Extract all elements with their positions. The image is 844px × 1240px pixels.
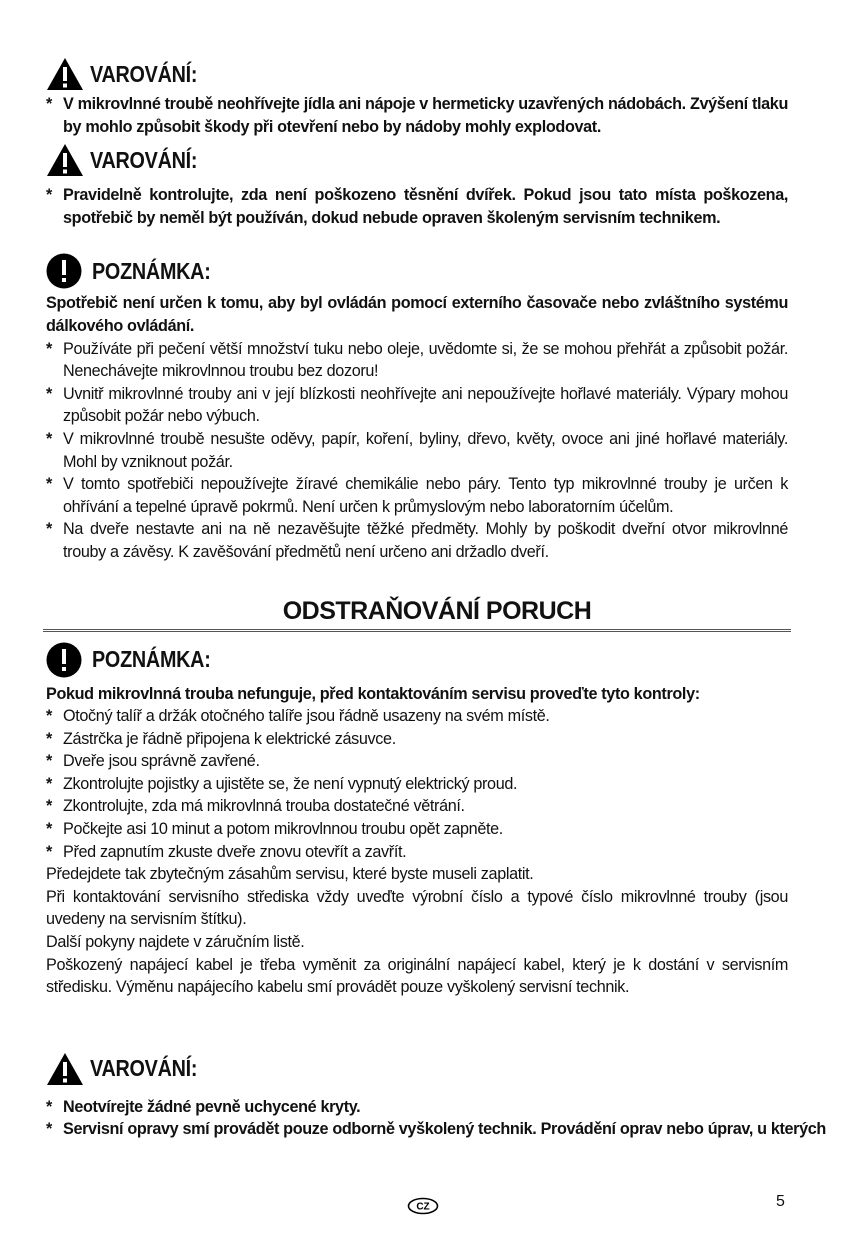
checklist xyxy=(46,705,788,863)
paragraph: Při kontaktování servisního střediska vždy uveďte výrobní číslo a typové číslo mikrovlnné trouby (jsou uvedeny na servisním štítku). xyxy=(46,887,788,929)
paragraph: Předejdete tak zbytečným zásahům servisu, které byste museli zaplatit. xyxy=(46,865,534,884)
bullet-marker: * xyxy=(46,707,52,726)
list-item: * Zkontrolujte, zda má mikrovlnná trouba dostatečné větrání. xyxy=(46,795,788,818)
warning-heading xyxy=(46,1051,788,1087)
bullet-marker: * xyxy=(46,1120,52,1139)
note-intro: Pokud mikrovlnná trouba nefunguje, před kontaktováním servisu proveďte tyto kontroly: xyxy=(46,684,700,703)
note-intro: Spotřebič není určen k tomu, aby byl ovládán pomocí externího časovače nebo zvláštního systému dálkového ovládání. xyxy=(46,294,788,335)
note-title: POZNÁMKA: xyxy=(92,257,211,284)
language-badge-label: CZ xyxy=(416,1201,430,1213)
list-item: * Dveře jsou správně zavřené. xyxy=(46,750,788,773)
exclamation-circle-icon xyxy=(46,253,82,289)
paragraph: Další pokyny najdete v záručním listě. xyxy=(46,933,305,952)
list-item: * V mikrovlnné troubě nesušte oděvy, papír, koření, byliny, dřevo, květy, ovoce ani jiné hořlavé materiály. Mohl by vzniknout požár. xyxy=(46,429,788,471)
bullet-marker: * xyxy=(46,729,52,748)
warning-list xyxy=(46,1096,826,1141)
warning-title: VAROVÁNÍ: xyxy=(90,146,198,173)
note-heading xyxy=(46,642,788,678)
bullet-marker: * xyxy=(46,774,52,793)
list-item: * Otočný talíř a držák otočného talíře jsou řádně usazeny na svém místě. xyxy=(46,705,788,728)
language-badge xyxy=(407,1197,439,1215)
page-number: 5 xyxy=(776,1193,785,1210)
bullet-marker: * xyxy=(46,1097,52,1116)
bullet-marker: * xyxy=(46,384,52,403)
bullet-marker: * xyxy=(46,186,52,205)
warning-heading xyxy=(46,56,788,92)
warning-triangle-icon xyxy=(46,143,84,177)
note-title: POZNÁMKA: xyxy=(92,646,211,672)
bullet-marker: * xyxy=(46,475,52,494)
section-title: ODSTRAŇOVÁNÍ PORUCH xyxy=(282,596,592,625)
list-item: * Před zapnutím zkuste dveře znovu otevřít a zavřít. xyxy=(46,841,788,864)
list-item: * Zkontrolujte pojistky a ujistěte se, že není vypnutý elektrický proud. xyxy=(46,773,788,796)
list-item: * Zástrčka je řádně připojena k elektrické zásuvce. xyxy=(46,728,788,751)
warning-triangle-icon xyxy=(46,1052,84,1086)
exclamation-circle-icon xyxy=(46,642,82,678)
warning-list xyxy=(46,93,788,138)
section-divider xyxy=(43,629,791,632)
warning-heading xyxy=(46,142,788,178)
note-list xyxy=(46,338,788,564)
warning-triangle-icon xyxy=(46,57,84,91)
bullet-marker: * xyxy=(46,820,52,839)
paragraph: Poškozený napájecí kabel je třeba vyměnit za originální napájecí kabel, který je k dostání v servisním středisku. Výměnu napájecího kabelu smí provádět pouze vyškolený servisní technik. xyxy=(46,955,788,997)
list-item: * V mikrovlnné troubě neohřívejte jídla ani nápoje v hermeticky uzavřených nádobách. Zvýšení tlaku by mohlo způsobit škody při otevření nebo by nádoby mohly explodovat. xyxy=(46,95,788,136)
note-heading xyxy=(46,253,788,289)
list-item: * Servisní opravy smí provádět pouze odborně vyškolený technik. Provádění oprav nebo úprav, u kterých xyxy=(46,1118,788,1141)
list-item: * V tomto spotřebiči nepoužívejte žíravé chemikálie nebo páry. Tento typ mikrovlnné trouby je určen k ohřívání a tepelné úpravě pokrmů. Není určen k průmyslovým nebo laboratorním účelům. xyxy=(46,475,788,516)
page-content xyxy=(46,56,826,1141)
list-item: * Neotvírejte žádné pevně uchycené kryty. xyxy=(46,1096,788,1119)
bullet-marker: * xyxy=(46,429,52,448)
bullet-marker: * xyxy=(46,520,52,539)
list-item: * Počkejte asi 10 minut a potom mikrovlnnou troubu opět zapněte. xyxy=(46,818,788,841)
section-header xyxy=(46,597,788,632)
warning-title: VAROVÁNÍ: xyxy=(90,60,198,87)
warning-title: VAROVÁNÍ: xyxy=(90,1055,198,1082)
list-item: * Uvnitř mikrovlnné trouby ani v její blízkosti neohřívejte ani nepoužívejte hořlavé materiály. Výpary mohou způsobit požár nebo výbuch. xyxy=(46,384,788,426)
bullet-marker: * xyxy=(46,842,52,861)
bullet-marker: * xyxy=(46,339,52,358)
list-item: * Používáte při pečení větší množství tuku nebo oleje, uvědomte si, že se mohou přehřát a způsobit požár. Nenechávejte mikrovlnnou troubu bez dozoru! xyxy=(46,339,788,381)
bullet-marker: * xyxy=(46,752,52,771)
list-item: * Na dveře nestavte ani na ně nezavěšujte těžké předměty. Mohly by poškodit dveřní otvor mikrovlnné trouby a závěsy. K zavěšování předmětů není určeno ani držadlo dveří. xyxy=(46,520,788,561)
bullet-marker: * xyxy=(46,95,52,113)
list-item: * Pravidelně kontrolujte, zda není poškozeno těsnění dvířek. Pokud jsou tato místa poškozena, spotřebič by neměl být používán, dokud nebude opraven školeným servisním technikem. xyxy=(46,186,788,227)
warning-list xyxy=(46,184,788,229)
bullet-marker: * xyxy=(46,797,52,816)
